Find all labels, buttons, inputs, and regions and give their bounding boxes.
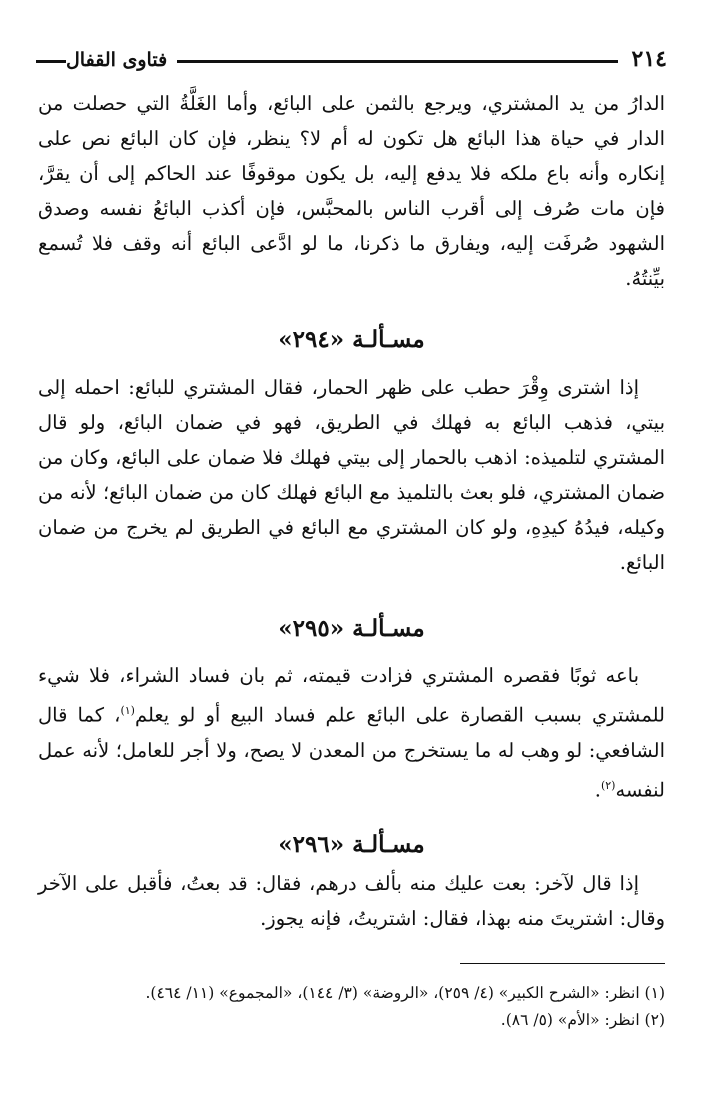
intro-paragraph: الدارُ من يد المشتري، ويرجع بالثمن على البائع، وأما الغَلَّةُ التي حصلت من الدار في حياة هذا البائع هل تكون له أم لا؟ ينظر، فإن كان البائع نص على إنكاره وأنه باع ملكه فلا يدفع إليه، بل يكون موقوفًا عند الحاكم إلى أن يقرَّ، فإن مات صُرف إلى أقرب الناس بالمحبَّس، فإن أكذب البائعُ نفسه وصدق الشهود صُرفَت إليه، ويفارق ما ذكرنا، ما لو ادَّعى البائع أنه وقف فلا تُسمع بيِّنتُهُ.	[38, 92, 665, 290]
footnotes	[38, 980, 665, 1034]
issue-294-block	[38, 370, 665, 580]
footnote-1: (١) انظر: «الشرح الكبير» (٤/ ٢٥٩)، «الروضة» (٣/ ١٤٤)، «المجموع» (١١/ ٤٦٤).	[145, 984, 665, 1002]
footnote-2: (٢) انظر: «الأم» (٥/ ٨٦).	[500, 1011, 665, 1029]
issue-295-block	[38, 658, 665, 807]
issue-296-block	[38, 866, 665, 936]
footnote-ref-1: (١)	[120, 704, 135, 717]
issue-heading-295: مسـألـة «٢٩٥»	[278, 615, 425, 642]
issue-296-paragraph: إذا قال لآخر: بعت عليك منه بألف درهم، فقال: قد بعتُ، فأقبل على الآخر وقال: اشتريتَ منه بهذا، فقال: اشتريتُ، فإنه يجوز.	[38, 872, 665, 930]
header-rule-tail	[36, 60, 66, 63]
intro-paragraph-block	[38, 86, 665, 296]
page-number: ٢١٤	[631, 46, 667, 72]
header-rule	[177, 60, 617, 63]
running-header	[36, 36, 667, 70]
issue-heading-294: مسـألـة «٢٩٤»	[278, 326, 425, 353]
running-title: فتاوى القفال	[66, 49, 168, 71]
issue-294-paragraph: إذا اشترى وِقْرَ حطب على ظهر الحمار، فقال المشتري للبائع: احمله إلى بيتي، فذهب البائع به فهلك في الطريق، فهو في ضمان البائع، ولو قال المشتري لتلميذه: اذهب بالحمار إلى بيتي فهلك فلا ضمان على البائع، وكان من ضمان المشتري، فلو بعث بالتلميذ مع البائع فهلك كان من ضمان البائع؛ لأنه من وكيله، فيدُهُ كيدِهِ، ولو كان المشتري مع البائع في الطريق لم يخرج من ضمان البائع.	[38, 376, 665, 574]
issue-295-text-1: باعه ثوبًا فقصره المشتري فزادت قيمته، ثم بان فساد الشراء، فلا شيء للمشتري بسبب القصارة على البائع علم فساد البيع أو لو يعلم	[38, 664, 665, 727]
issue-295-text-2: ، كما قال الشافعي: لو وهب له ما يستخرج من المعدن لا يصح، ولا أجر للعامل؛ لأنه عمل لنفسه	[38, 703, 665, 801]
issue-heading-296: مسـألـة «٢٩٦»	[278, 831, 425, 858]
footnote-separator	[460, 963, 665, 964]
issue-295-text-end: .	[594, 778, 601, 801]
footnote-ref-2: (٢)	[600, 778, 616, 792]
issue-295-paragraph	[38, 658, 665, 807]
